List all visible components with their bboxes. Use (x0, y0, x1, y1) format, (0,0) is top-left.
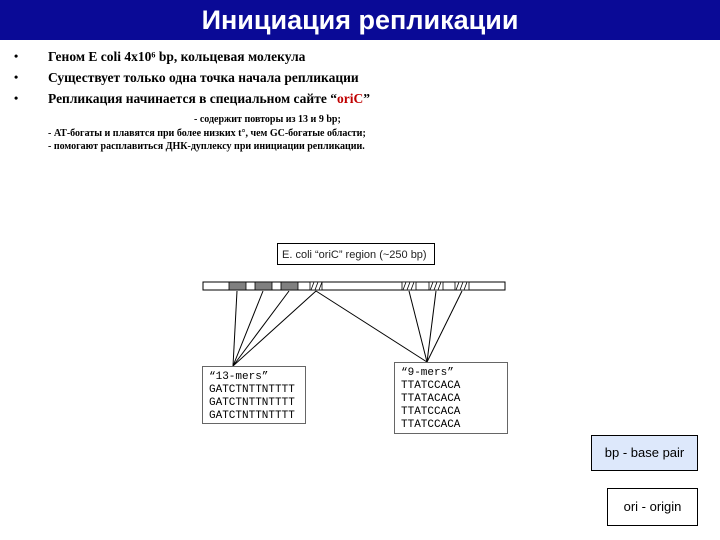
legend-bp-box: bp - base pair (591, 435, 698, 471)
slide-title: Инициация репликации (201, 4, 519, 35)
sequence: TTATACACA (401, 393, 461, 405)
9-mers-label: “9-mers” (401, 367, 454, 379)
13-mers-box (202, 366, 306, 424)
bullet-text: Существует только одна точка начала репликации (48, 70, 359, 85)
bullet-marker: • (14, 91, 19, 105)
sequence: TTATCCACA (401, 380, 461, 392)
13-mers-label: “13-mers” (209, 371, 269, 383)
pointer-line (233, 291, 263, 366)
pointer-line (233, 291, 316, 366)
9-mer-block (429, 282, 443, 290)
13-mer-block (229, 282, 246, 290)
9-mer-block (455, 282, 469, 290)
sub-note: - помогают расплавиться ДНК-дуплексу при инициации репликации. (48, 141, 365, 152)
pointer-line (233, 291, 237, 366)
pointer-line (316, 291, 427, 362)
legend-ori-box: ori - origin (607, 488, 698, 526)
sequence: TTATCCACA (401, 419, 461, 431)
sub-note: - содержит повторы из 13 и 9 bp; (194, 114, 341, 125)
sequence: GATCTNTTNTTTT (209, 397, 295, 409)
13-mer-blocks (229, 282, 298, 290)
bullet-marker: • (14, 70, 19, 84)
13-mer-block (281, 282, 298, 290)
sequence: GATCTNTTNTTTT (209, 384, 295, 396)
bullet-marker: • (14, 49, 19, 63)
sequence: GATCTNTTNTTTT (209, 410, 295, 422)
9-mer-block (310, 282, 322, 290)
pointer-line (427, 291, 436, 362)
13-mer-block (255, 282, 272, 290)
bullet-text: Геном E coli 4x10⁶ bp, кольцевая молекула (48, 49, 306, 64)
sequence: TTATCCACA (401, 406, 461, 418)
sub-note: - АТ-богаты и плавятся при более низких t°, чем GC-богатые области; (48, 127, 366, 139)
figure-title: E. coli “oriC” region (~250 bp) (277, 243, 435, 265)
bullet-text: Репликация начинается в специальном сайте “ (48, 91, 337, 106)
9-mers-box (394, 362, 508, 434)
oric-highlight: oriC (336, 91, 364, 106)
bullet-text-end: ” (363, 91, 370, 106)
pointer-lines (233, 291, 462, 366)
pointer-line (427, 291, 462, 362)
9-mer-block (402, 282, 416, 290)
pointer-line (233, 291, 289, 366)
pointer-line (409, 291, 427, 362)
